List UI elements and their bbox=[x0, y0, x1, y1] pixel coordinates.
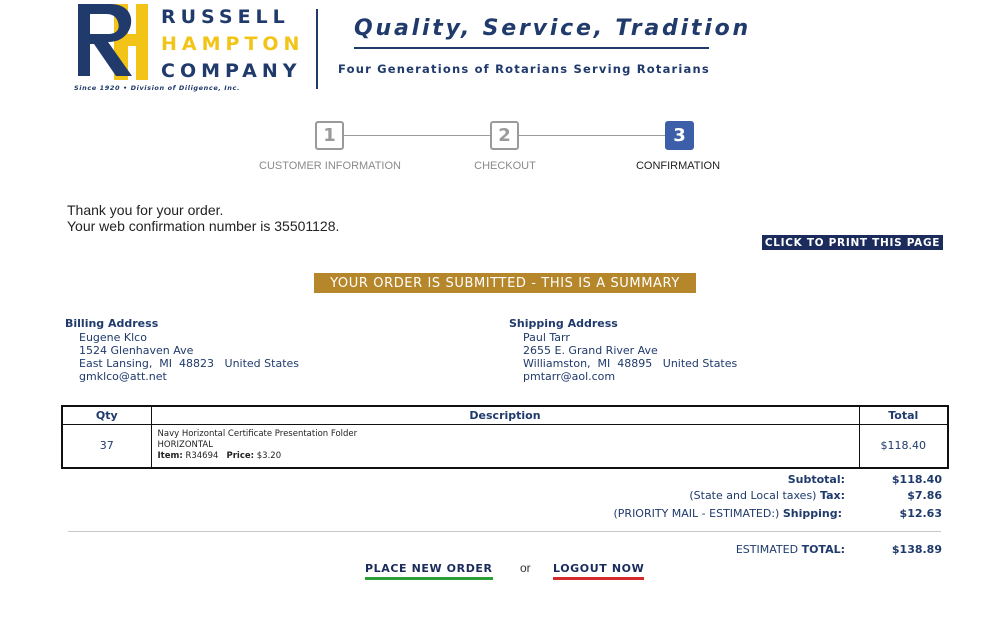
total-prefix: ESTIMATED bbox=[735, 543, 799, 556]
thank-you-message: Thank you for your order. bbox=[67, 202, 224, 218]
shipping-name: Paul Tarr bbox=[523, 331, 570, 344]
step-3-badge: 3 bbox=[665, 121, 694, 150]
shipping-city: Williamston, MI 48895 United States bbox=[523, 357, 738, 370]
shipping-address-block bbox=[509, 317, 737, 383]
logo-since-line: Since 1920 • Division of Diligence, Inc. bbox=[74, 84, 241, 92]
item-price-label: Price: bbox=[226, 451, 255, 462]
item-number: R34694 bbox=[185, 451, 219, 462]
row-description bbox=[151, 424, 859, 468]
place-new-order-link[interactable]: PLACE NEW ORDER bbox=[365, 562, 493, 580]
tagline-underline bbox=[354, 47, 709, 49]
logo-word-hampton: HAMPTON bbox=[161, 33, 305, 55]
column-header-description: Description bbox=[151, 406, 859, 424]
step-3-label: CONFIRMATION bbox=[635, 160, 721, 172]
row-total: $118.40 bbox=[859, 424, 948, 468]
stepper-connector-2 bbox=[519, 135, 665, 136]
or-separator: or bbox=[520, 561, 531, 575]
stepper-connector-1 bbox=[344, 135, 490, 136]
item-number-label: Item: bbox=[157, 451, 183, 462]
shipping-cost-label: (PRIORITY MAIL - ESTIMATED:) Shipping: bbox=[613, 507, 842, 520]
subtotal-label: Subtotal: bbox=[787, 473, 845, 486]
logo-word-russell: RUSSELL bbox=[161, 6, 290, 28]
step-2-label: CHECKOUT bbox=[474, 160, 536, 172]
shipping-email: pmtarr@aol.com bbox=[523, 370, 616, 383]
header-tagline: Quality, Service, Tradition bbox=[354, 16, 751, 41]
header-divider bbox=[316, 9, 318, 89]
billing-name: Eugene Klco bbox=[79, 331, 147, 344]
logout-link[interactable]: LOGOUT NOW bbox=[553, 562, 644, 580]
step-1-label: CUSTOMER INFORMATION bbox=[259, 160, 401, 172]
billing-email: gmklco@att.net bbox=[79, 370, 167, 383]
order-items-table bbox=[61, 405, 949, 469]
totals-divider bbox=[68, 531, 941, 532]
billing-street: 1524 Glenhaven Ave bbox=[79, 344, 194, 357]
tax-prefix: (State and Local taxes) bbox=[689, 489, 817, 502]
billing-address-title: Billing Address bbox=[65, 317, 159, 330]
billing-city: East Lansing, MI 48823 United States bbox=[79, 357, 299, 370]
billing-address-block bbox=[65, 317, 299, 383]
confirmation-number: Your web confirmation number is 35501128. bbox=[67, 218, 340, 234]
tax-value: $7.86 bbox=[907, 489, 942, 502]
shipping-cost-value: $12.63 bbox=[899, 507, 942, 520]
estimated-total-value: $138.89 bbox=[891, 543, 942, 556]
company-logo-mark bbox=[76, 4, 152, 80]
column-header-total: Total bbox=[859, 406, 948, 424]
tax-label: (State and Local taxes) Tax: bbox=[689, 489, 845, 502]
item-name: Navy Horizontal Certificate Presentation Folder bbox=[157, 429, 358, 440]
shipping-prefix: (PRIORITY MAIL - ESTIMATED:) bbox=[613, 507, 780, 520]
header-subtagline: Four Generations of Rotarians Serving Rotarians bbox=[338, 62, 710, 76]
shipping-street: 2655 E. Grand River Ave bbox=[523, 344, 658, 357]
order-summary-banner: YOUR ORDER IS SUBMITTED - THIS IS A SUMMARY bbox=[314, 273, 696, 293]
column-header-qty: Qty bbox=[62, 406, 151, 424]
item-price: $3.20 bbox=[256, 451, 282, 462]
logo-word-company: COMPANY bbox=[161, 60, 302, 82]
print-page-button[interactable]: CLICK TO PRINT THIS PAGE bbox=[762, 235, 943, 250]
estimated-total-label: ESTIMATED TOTAL: bbox=[735, 543, 845, 556]
step-1-badge: 1 bbox=[315, 121, 344, 150]
subtotal-value: $118.40 bbox=[891, 473, 942, 486]
row-qty: 37 bbox=[62, 424, 151, 468]
shipping-address-title: Shipping Address bbox=[509, 317, 618, 330]
item-variant: HORIZONTAL bbox=[157, 440, 213, 451]
table-row bbox=[62, 424, 948, 468]
step-2-badge: 2 bbox=[490, 121, 519, 150]
